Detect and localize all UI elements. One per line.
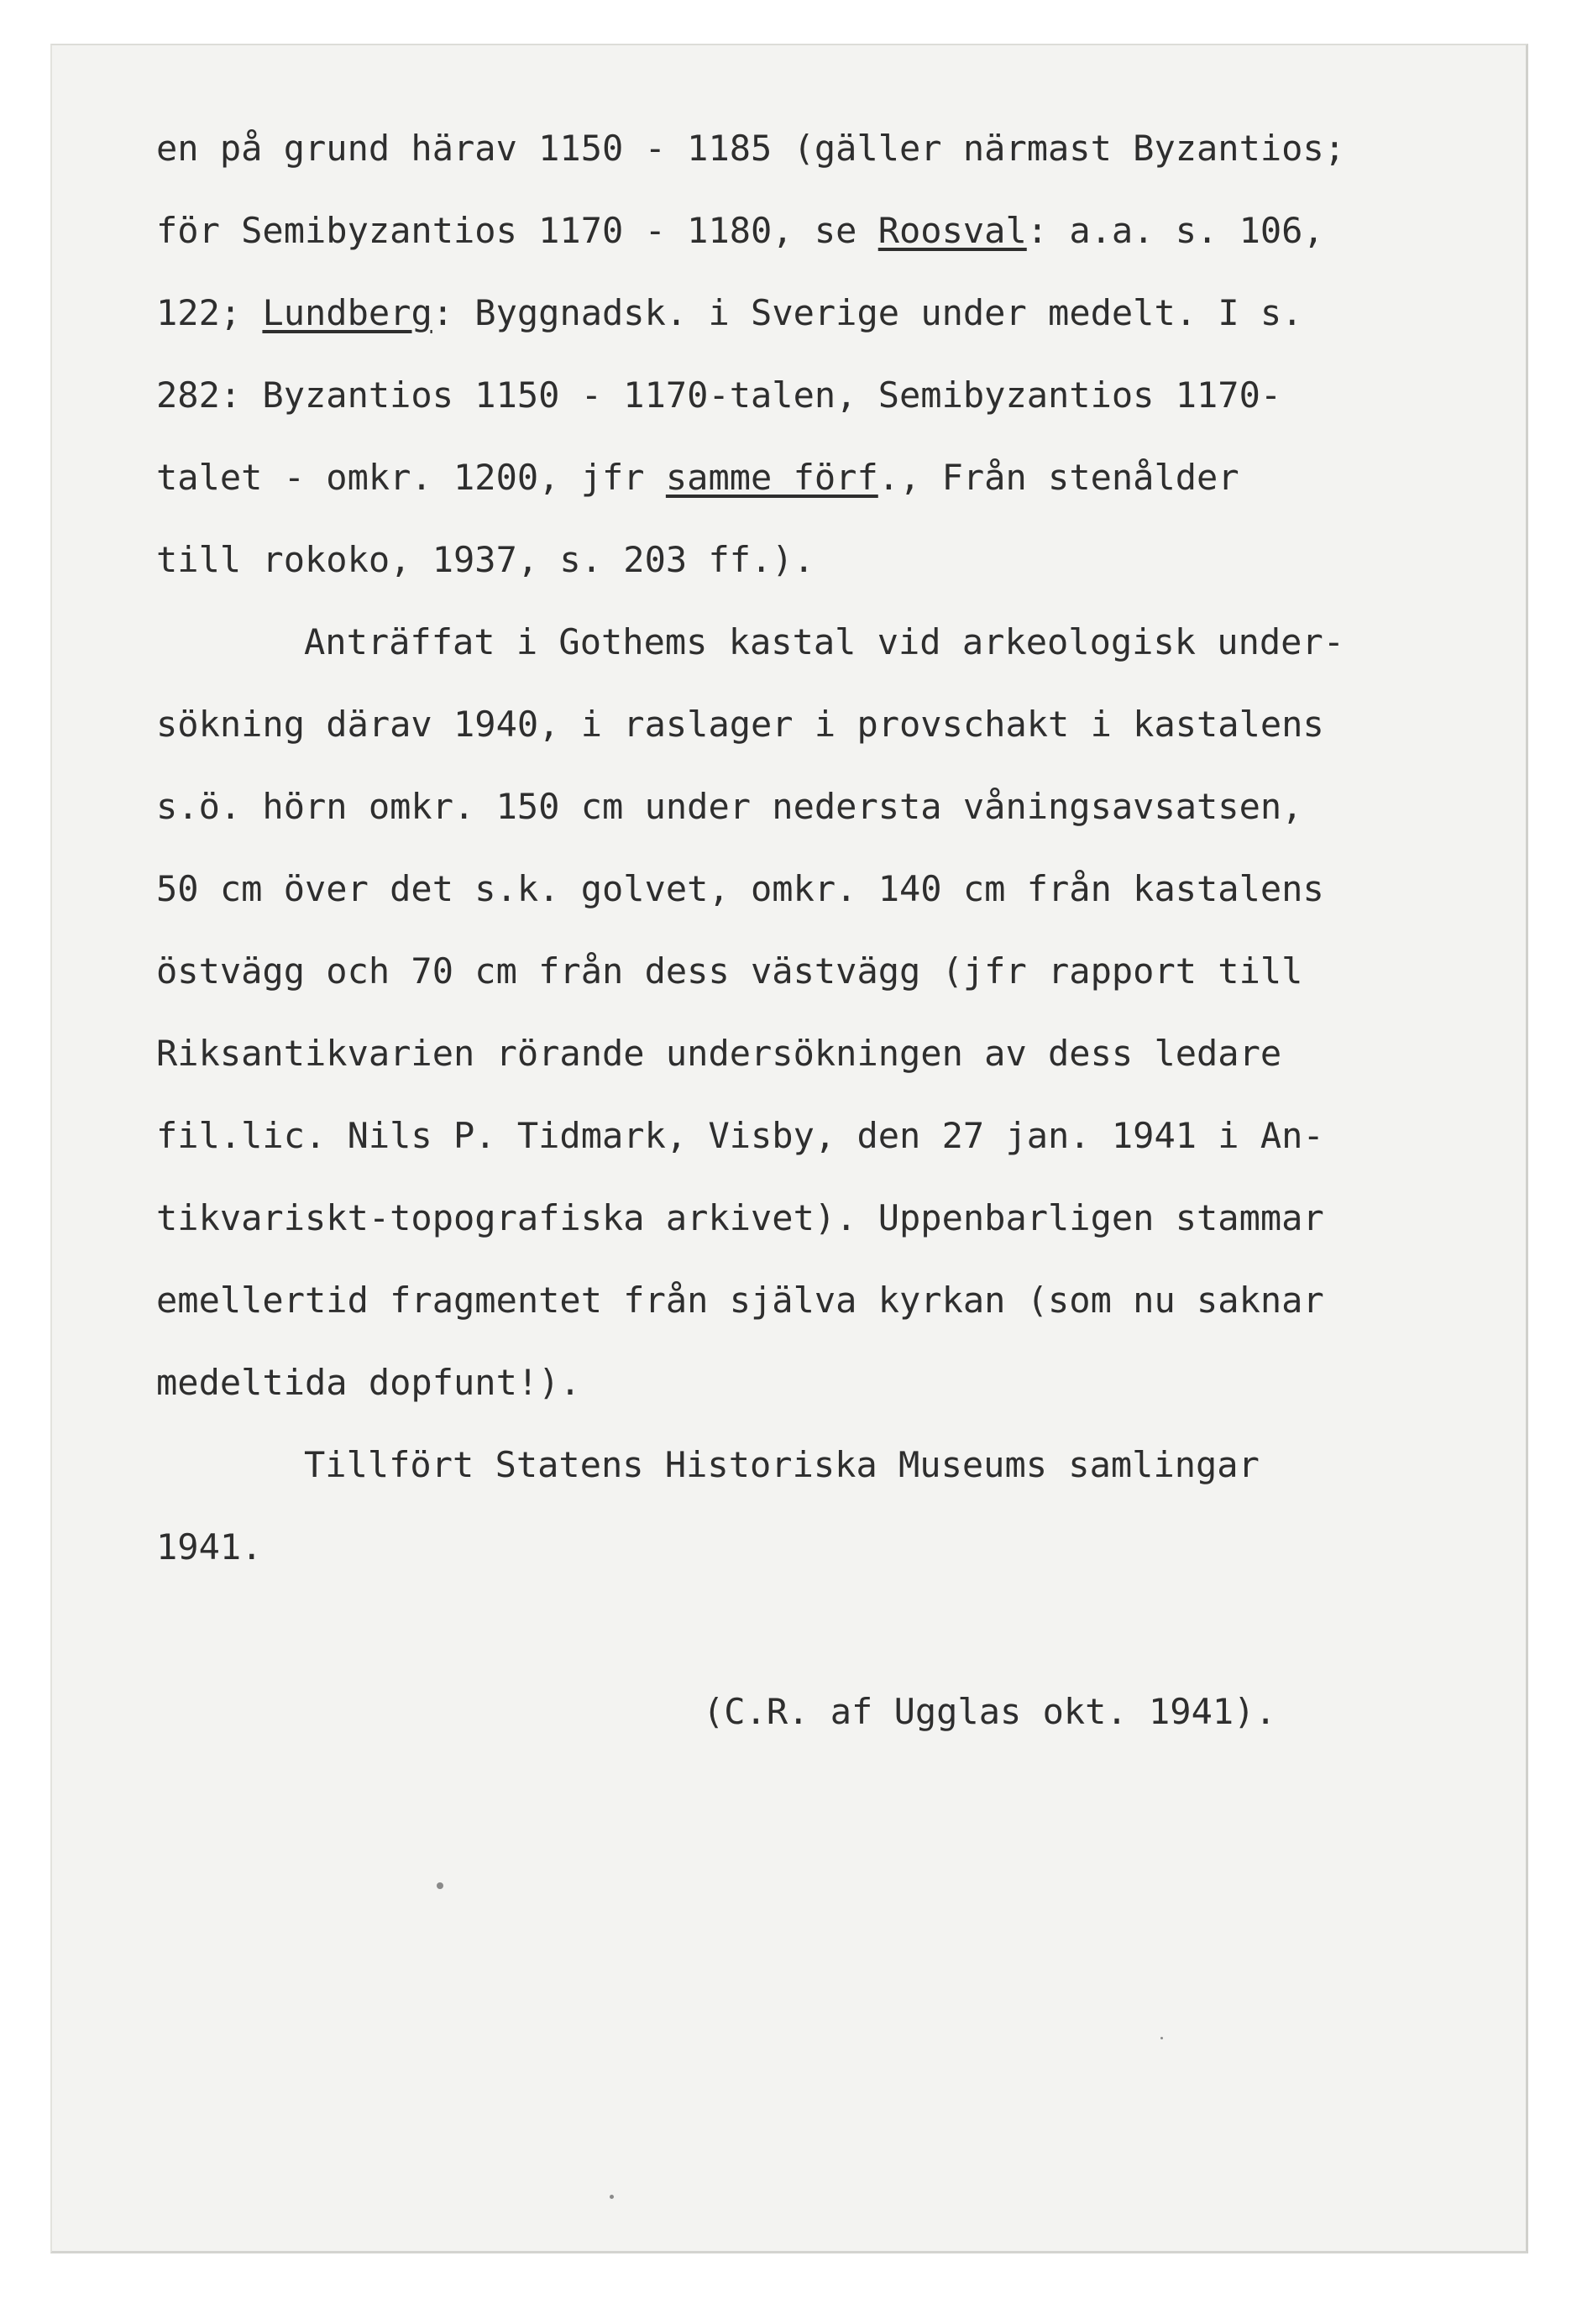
text-line-5: talet - omkr. 1200, jfr samme förf., Från stenålder	[156, 457, 1239, 498]
text-line-2: för Semibyzantios 1170 - 1180, se Roosval: a.a. s. 106,	[156, 210, 1324, 251]
text-line-6: till rokoko, 1937, s. 203 ff.).	[156, 539, 815, 580]
text-line-11: östvägg och 70 cm från dess västvägg (jfr rapport till	[156, 950, 1303, 992]
author-reference-lundberg: Lundberg	[262, 292, 432, 333]
text-line-8: sökning därav 1940, i raslager i provschakt i kastalens	[156, 704, 1324, 745]
text-line-15: emellertid fragmentet från själva kyrkan (som nu saknar	[156, 1280, 1324, 1321]
text-line-13: fil.lic. Nils P. Tidmark, Visby, den 27 jan. 1941 i An-	[156, 1115, 1324, 1156]
text-line-14: tikvariskt-topografiska arkivet). Uppenbarligen stammar	[156, 1197, 1324, 1238]
text-line-18: 1941.	[156, 1526, 263, 1568]
text-line-7: Anträffat i Gothems kastal vid arkeologisk under-	[304, 621, 1345, 662]
signature-line: (C.R. af Ugglas okt. 1941).	[703, 1691, 1276, 1732]
author-reference-roosval: Roosval	[877, 210, 1027, 251]
text-line-16: medeltida dopfunt!).	[156, 1362, 581, 1403]
paper-speck	[1160, 2037, 1163, 2039]
text-line-12: Riksantikvarien rörande undersökningen av dess ledare	[156, 1033, 1282, 1074]
index-card	[50, 44, 1528, 2253]
text-line-10: 50 cm över det s.k. golvet, omkr. 140 cm från kastalens	[156, 868, 1324, 909]
text-line-9: s.ö. hörn omkr. 150 cm under nedersta våningsavsatsen,	[156, 786, 1303, 827]
paper-speck	[437, 1882, 443, 1889]
paper-speck	[610, 2195, 614, 2199]
text-line-17: Tillfört Statens Historiska Museums samlingar	[304, 1444, 1260, 1485]
text-line-3: 122; Lundberg: Byggnadsk. i Sverige under medelt. I s.	[156, 292, 1303, 333]
author-reference-samme-forf: samme förf	[665, 457, 878, 498]
text-line-4: 282: Byzantios 1150 - 1170-talen, Semibyzantios 1170-	[156, 374, 1282, 416]
text-line-1: en på grund härav 1150 - 1185 (gäller närmast Byzantios;	[156, 128, 1346, 169]
